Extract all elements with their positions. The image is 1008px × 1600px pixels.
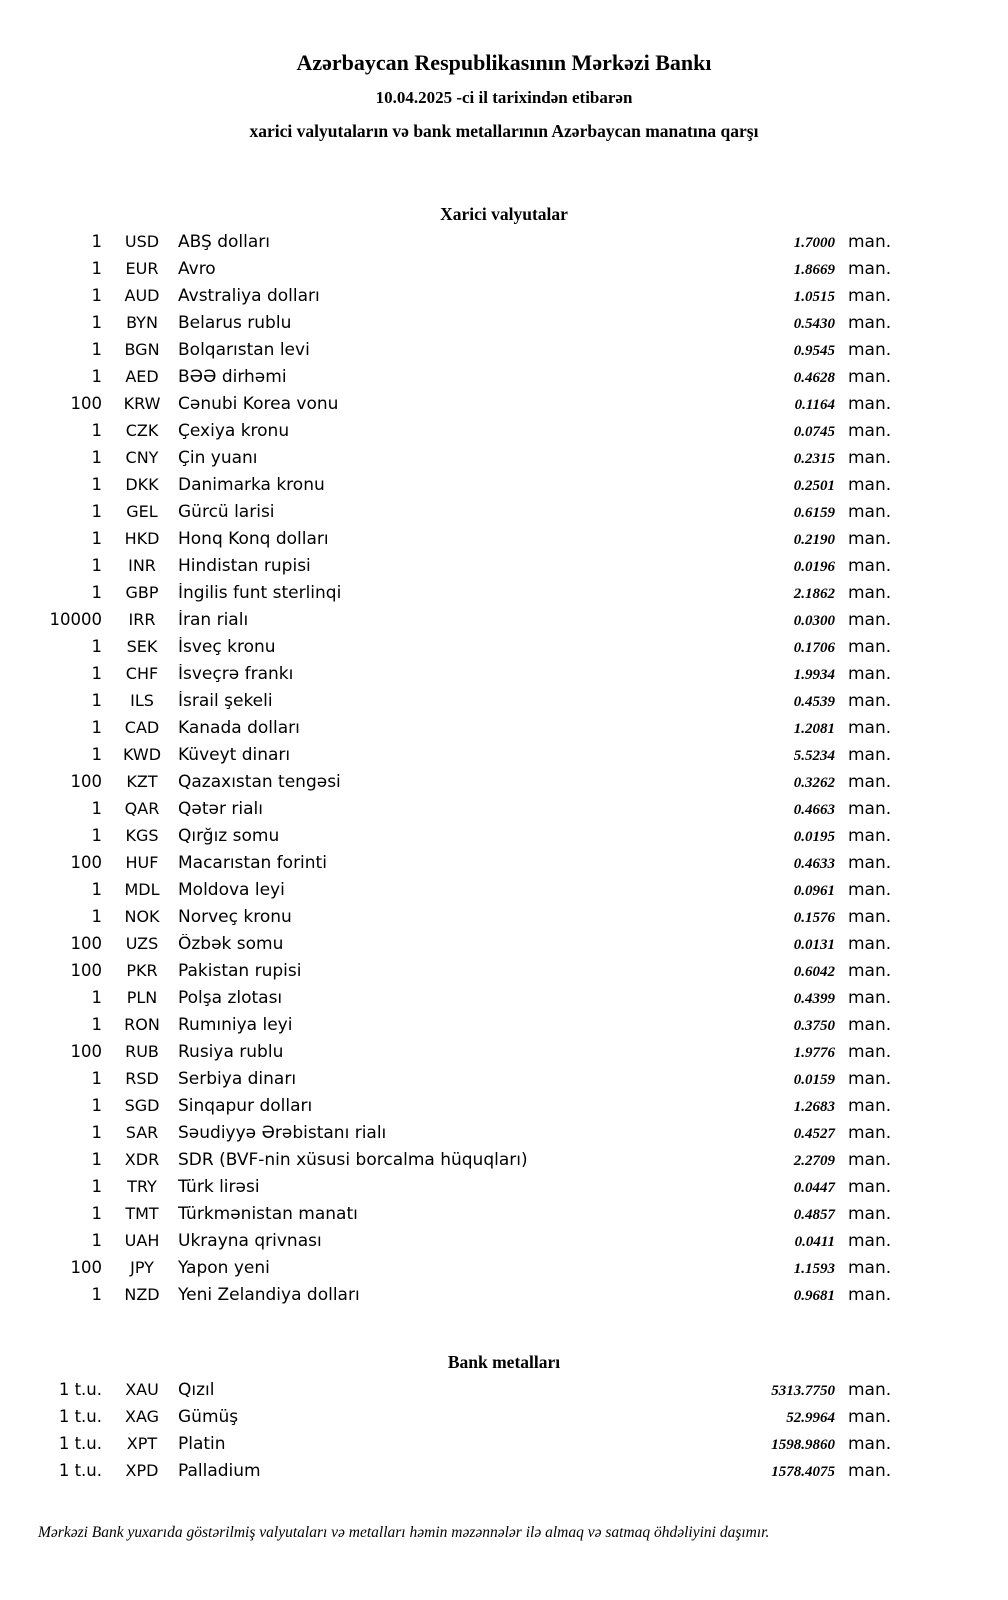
currency-code: BGN: [124, 340, 160, 359]
unit-label: man.: [848, 745, 892, 765]
row-quantity: 1: [91, 1285, 102, 1304]
currency-name: Norveç kronu: [178, 907, 292, 927]
rate-value: 0.9545: [793, 343, 835, 359]
row-quantity: 1: [91, 1231, 102, 1250]
rate-value: 0.1576: [793, 910, 835, 926]
table-row: [0, 286, 900, 313]
table-row: [0, 1285, 900, 1312]
currency-code: SGD: [124, 1096, 160, 1115]
rate-value: 0.4539: [793, 694, 835, 710]
currency-code: CHF: [125, 664, 159, 683]
rate-value: 0.0300: [793, 613, 835, 629]
currency-code: JPY: [130, 1258, 154, 1277]
currency-code: BYN: [126, 313, 158, 332]
rate-value: 0.3262: [793, 775, 835, 791]
currency-name: Rumıniya leyi: [178, 1015, 293, 1035]
currency-code: GBP: [125, 583, 159, 602]
currency-name: Honq Konq dolları: [178, 529, 329, 549]
table-row: [0, 1069, 900, 1096]
currency-code: KWD: [122, 745, 162, 764]
unit-label: man.: [848, 1042, 892, 1062]
currency-name: Küveyt dinarı: [178, 745, 291, 765]
currency-code: AUD: [124, 286, 160, 305]
effective-date-line: 10.04.2025 -ci il tarixindən etibarən: [375, 88, 633, 107]
unit-label: man.: [848, 772, 892, 792]
rate-value: 0.0745: [793, 424, 835, 440]
unit-label: man.: [848, 448, 892, 468]
table-row: [0, 1204, 900, 1231]
rate-value: 0.0131: [793, 937, 835, 953]
row-quantity: 100: [70, 934, 102, 953]
table-row: [0, 313, 900, 340]
currency-code: DKK: [125, 475, 159, 494]
rate-value: 0.2501: [793, 478, 835, 494]
row-quantity: 1: [91, 880, 102, 899]
currency-name: Sinqapur dolları: [178, 1096, 313, 1116]
currencies-section: [0, 204, 1008, 1312]
currency-name: Danimarka kronu: [178, 475, 325, 495]
unit-label: man.: [848, 1461, 892, 1481]
unit-label: man.: [848, 907, 892, 927]
table-row: [0, 1123, 900, 1150]
currency-name: Qətər rialı: [178, 799, 263, 819]
currency-name: Platin: [178, 1434, 226, 1454]
row-quantity: 1: [91, 286, 102, 305]
table-row: [0, 1177, 900, 1204]
row-quantity: 1: [91, 583, 102, 602]
rate-value: 0.0961: [793, 883, 835, 899]
currency-code: KRW: [123, 394, 161, 413]
rate-value: 0.4663: [793, 802, 835, 818]
table-row: [0, 1258, 900, 1285]
unit-label: man.: [848, 1380, 892, 1400]
table-row: [0, 772, 900, 799]
currency-name: Rusiya rublu: [178, 1042, 284, 1062]
row-quantity: 100: [70, 1042, 102, 1061]
currency-name: Türk lirəsi: [178, 1177, 260, 1197]
table-row: [0, 880, 900, 907]
currency-name: İran rialı: [178, 610, 249, 630]
table-row: [0, 475, 900, 502]
rate-value: 1.7000: [793, 235, 835, 251]
table-row: [0, 610, 900, 637]
currency-code: QAR: [124, 799, 160, 818]
table-row: [0, 1461, 900, 1488]
table-row: [0, 556, 900, 583]
row-quantity: 1 t.u.: [58, 1434, 102, 1453]
unit-label: man.: [848, 1123, 892, 1143]
unit-label: man.: [848, 826, 892, 846]
row-quantity: 100: [70, 853, 102, 872]
table-row: [0, 394, 900, 421]
table-row: [0, 1015, 900, 1042]
table-row: [0, 826, 900, 853]
currency-code: EUR: [125, 259, 159, 278]
rate-value: 0.4628: [793, 370, 835, 386]
currency-name: Türkmənistan manatı: [178, 1204, 358, 1224]
table-row: [0, 799, 900, 826]
currency-code: TMT: [125, 1204, 159, 1223]
rate-value: 1.8669: [793, 262, 835, 278]
unit-label: man.: [848, 961, 892, 981]
rate-value: 2.1862: [793, 586, 835, 602]
unit-label: man.: [848, 340, 892, 360]
row-quantity: 100: [70, 961, 102, 980]
currency-name: İngilis funt sterlinqi: [178, 583, 342, 603]
table-row: [0, 448, 900, 475]
row-quantity: 1 t.u.: [58, 1461, 102, 1480]
row-quantity: 1: [91, 421, 102, 440]
row-quantity: 1 t.u.: [58, 1380, 102, 1399]
rate-value: 5.5234: [793, 748, 835, 764]
row-quantity: 1: [91, 1015, 102, 1034]
rate-value: 0.0447: [793, 1180, 835, 1196]
currency-code: XPD: [125, 1461, 159, 1480]
currency-code: UZS: [125, 934, 159, 953]
unit-label: man.: [848, 232, 892, 252]
row-quantity: 1: [91, 529, 102, 548]
currency-name: Gümüş: [178, 1407, 239, 1427]
currency-code: HUF: [125, 853, 159, 872]
currency-code: TRY: [127, 1177, 157, 1196]
row-quantity: 100: [70, 1258, 102, 1277]
table-row: [0, 664, 900, 691]
table-row: [0, 259, 900, 286]
currency-name: Yeni Zelandiya dolları: [178, 1285, 360, 1305]
rate-value: 0.6042: [793, 964, 835, 980]
unit-label: man.: [848, 583, 892, 603]
rate-value: 0.1706: [793, 640, 835, 656]
row-quantity: 1 t.u.: [58, 1407, 102, 1426]
table-row: [0, 718, 900, 745]
rate-value: 0.3750: [793, 1018, 835, 1034]
currency-name: Yapon yeni: [178, 1258, 270, 1278]
unit-label: man.: [848, 313, 892, 333]
currency-code: PLN: [126, 988, 158, 1007]
rate-value: 1.2683: [793, 1099, 835, 1115]
row-quantity: 1: [91, 367, 102, 386]
currency-code: CNY: [125, 448, 159, 467]
rate-value: 0.2315: [793, 451, 835, 467]
row-quantity: 100: [70, 394, 102, 413]
currency-name: SDR (BVF-nin xüsusi borcalma hüquqları): [178, 1150, 528, 1170]
unit-label: man.: [848, 1150, 892, 1170]
table-row: [0, 637, 900, 664]
subject-line: xarici valyutaların və bank metallarının Azərbaycan manatına qarşı: [249, 121, 759, 141]
rate-value: 1598.9860: [771, 1437, 835, 1453]
unit-label: man.: [848, 394, 892, 414]
currency-name: Qazaxıstan tengəsi: [178, 772, 341, 792]
currency-name: Səudiyyə Ərəbistanı rialı: [178, 1123, 387, 1143]
unit-label: man.: [848, 502, 892, 522]
rate-value: 0.0196: [793, 559, 835, 575]
currency-code: AED: [125, 367, 159, 386]
currency-code: HKD: [124, 529, 160, 548]
unit-label: man.: [848, 475, 892, 495]
rate-value: 0.6159: [793, 505, 835, 521]
unit-label: man.: [848, 1407, 892, 1427]
unit-label: man.: [848, 691, 892, 711]
currency-code: UAH: [124, 1231, 160, 1250]
row-quantity: 1: [91, 745, 102, 764]
currency-name: Ukrayna qrivnası: [178, 1231, 322, 1251]
currencies-heading: Xarici valyutalar: [440, 204, 568, 224]
currency-name: İsveç kronu: [178, 637, 276, 657]
currency-code: RSD: [125, 1069, 159, 1088]
currency-name: Macarıstan forinti: [178, 853, 327, 873]
row-quantity: 1: [91, 502, 102, 521]
currency-name: Hindistan rupisi: [178, 556, 311, 576]
unit-label: man.: [848, 610, 892, 630]
rate-value: 1.9776: [793, 1045, 835, 1061]
rate-value: 1.0515: [793, 289, 835, 305]
table-row: [0, 1407, 900, 1434]
currency-code: RON: [124, 1015, 160, 1034]
table-row: [0, 988, 900, 1015]
unit-label: man.: [848, 718, 892, 738]
currency-code: XAG: [124, 1407, 160, 1426]
table-row: [0, 367, 900, 394]
unit-label: man.: [848, 529, 892, 549]
currency-code: SAR: [125, 1123, 159, 1142]
table-row: [0, 907, 900, 934]
currency-code: GEL: [126, 502, 158, 521]
currency-code: CZK: [125, 421, 159, 440]
rate-value: 0.0159: [793, 1072, 835, 1088]
unit-label: man.: [848, 1231, 892, 1251]
rate-value: 1.1593: [793, 1261, 835, 1277]
currency-name: Avstraliya dolları: [178, 286, 320, 306]
rate-value: 5313.7750: [771, 1383, 835, 1399]
rate-value: 52.9964: [786, 1410, 835, 1426]
currency-code: MDL: [124, 880, 160, 899]
unit-label: man.: [848, 934, 892, 954]
currency-code: NOK: [124, 907, 160, 926]
rate-value: 1.2081: [793, 721, 835, 737]
currency-code: ILS: [130, 691, 154, 710]
row-quantity: 10000: [49, 610, 102, 629]
row-quantity: 1: [91, 1177, 102, 1196]
currency-name: Serbiya dinarı: [178, 1069, 297, 1089]
unit-label: man.: [848, 556, 892, 576]
table-row: [0, 529, 900, 556]
table-row: [0, 853, 900, 880]
unit-label: man.: [848, 1285, 892, 1305]
unit-label: man.: [848, 1096, 892, 1116]
currency-code: INR: [128, 556, 156, 575]
unit-label: man.: [848, 1069, 892, 1089]
rate-value: 0.2190: [793, 532, 835, 548]
currency-rows: [0, 232, 900, 1312]
row-quantity: 1: [91, 907, 102, 926]
document-header: [0, 50, 1008, 142]
row-quantity: 1: [91, 475, 102, 494]
metal-rows: [0, 1380, 900, 1488]
rate-value: 0.9681: [793, 1288, 835, 1304]
unit-label: man.: [848, 799, 892, 819]
unit-label: man.: [848, 286, 892, 306]
currency-code: KZT: [126, 772, 158, 791]
row-quantity: 1: [91, 340, 102, 359]
table-row: [0, 1042, 900, 1069]
row-quantity: 1: [91, 718, 102, 737]
currency-name: Çin yuanı: [178, 448, 258, 468]
currency-code: USD: [124, 232, 160, 251]
row-quantity: 1: [91, 799, 102, 818]
currency-code: RUB: [125, 1042, 159, 1061]
currency-name: BƏƏ dirhəmi: [178, 367, 287, 387]
rate-value: 0.0411: [794, 1234, 835, 1250]
rate-value: 0.5430: [793, 316, 835, 332]
unit-label: man.: [848, 421, 892, 441]
rate-value: 0.4399: [793, 991, 835, 1007]
currency-name: Gürcü larisi: [178, 502, 275, 522]
table-row: [0, 1096, 900, 1123]
currency-code: XDR: [124, 1150, 160, 1169]
currency-name: Qırğız somu: [178, 826, 280, 846]
table-row: [0, 232, 900, 259]
rate-value: 1578.4075: [771, 1464, 835, 1480]
row-quantity: 1: [91, 1069, 102, 1088]
currency-code: CAD: [124, 718, 160, 737]
unit-label: man.: [848, 853, 892, 873]
currency-code: PKR: [126, 961, 158, 980]
table-row: [0, 745, 900, 772]
unit-label: man.: [848, 637, 892, 657]
row-quantity: 1: [91, 1096, 102, 1115]
currency-code: IRR: [128, 610, 156, 629]
currency-name: Avro: [178, 259, 216, 279]
table-row: [0, 340, 900, 367]
rate-value: 1.9934: [793, 667, 835, 683]
currency-name: İsrail şekeli: [178, 691, 273, 711]
currency-code: XPT: [126, 1434, 158, 1453]
rate-value: 2.2709: [793, 1153, 835, 1169]
currency-name: Bolqarıstan levi: [178, 340, 310, 360]
currency-name: Moldova leyi: [178, 880, 285, 900]
row-quantity: 1: [91, 1204, 102, 1223]
table-row: [0, 961, 900, 988]
currency-name: Kanada dolları: [178, 718, 300, 738]
currency-name: Palladium: [178, 1461, 261, 1481]
unit-label: man.: [848, 1258, 892, 1278]
table-row: [0, 1231, 900, 1258]
row-quantity: 1: [91, 826, 102, 845]
disclaimer-text: Mərkəzi Bank yuxarıda göstərilmiş valyutaları və metalları həmin məzənnələr ilə almaq və satmaq öhdəliyini daşımır.: [38, 1524, 770, 1541]
unit-label: man.: [848, 259, 892, 279]
table-row: [0, 691, 900, 718]
row-quantity: 100: [70, 772, 102, 791]
row-quantity: 1: [91, 313, 102, 332]
currency-name: Polşa zlotası: [178, 988, 283, 1008]
currency-name: Özbək somu: [178, 934, 284, 954]
table-row: [0, 583, 900, 610]
currency-code: NZD: [124, 1285, 160, 1304]
currency-code: KGS: [125, 826, 159, 845]
row-quantity: 1: [91, 259, 102, 278]
currency-name: Cənubi Korea vonu: [178, 394, 339, 414]
rate-value: 0.1164: [794, 397, 835, 413]
metals-section: [0, 1352, 1008, 1488]
currency-name: ABŞ dolları: [178, 232, 270, 252]
row-quantity: 1: [91, 232, 102, 251]
currency-name: Belarus rublu: [178, 313, 292, 333]
table-row: [0, 502, 900, 529]
currency-name: İsveçrə frankı: [178, 664, 294, 684]
table-row: [0, 934, 900, 961]
rate-value: 0.4633: [793, 856, 835, 872]
currency-name: Pakistan rupisi: [178, 961, 302, 981]
row-quantity: 1: [91, 637, 102, 656]
rate-value: 0.4527: [793, 1126, 835, 1142]
row-quantity: 1: [91, 691, 102, 710]
rate-value: 0.0195: [793, 829, 835, 845]
page-title: Azərbaycan Respublikasının Mərkəzi Bankı: [296, 50, 712, 75]
currency-name: Çexiya kronu: [178, 421, 290, 441]
table-row: [0, 421, 900, 448]
row-quantity: 1: [91, 1123, 102, 1142]
table-row: [0, 1150, 900, 1177]
unit-label: man.: [848, 880, 892, 900]
unit-label: man.: [848, 1015, 892, 1035]
row-quantity: 1: [91, 664, 102, 683]
table-row: [0, 1434, 900, 1461]
row-quantity: 1: [91, 988, 102, 1007]
currency-code: SEK: [126, 637, 158, 656]
unit-label: man.: [848, 664, 892, 684]
unit-label: man.: [848, 367, 892, 387]
unit-label: man.: [848, 1434, 892, 1454]
unit-label: man.: [848, 988, 892, 1008]
metals-heading: Bank metalları: [447, 1352, 561, 1372]
currency-name: Qızıl: [178, 1380, 215, 1400]
row-quantity: 1: [91, 448, 102, 467]
row-quantity: 1: [91, 1150, 102, 1169]
unit-label: man.: [848, 1177, 892, 1197]
currency-code: XAU: [125, 1380, 159, 1399]
table-row: [0, 1380, 900, 1407]
unit-label: man.: [848, 1204, 892, 1224]
row-quantity: 1: [91, 556, 102, 575]
rate-value: 0.4857: [793, 1207, 835, 1223]
